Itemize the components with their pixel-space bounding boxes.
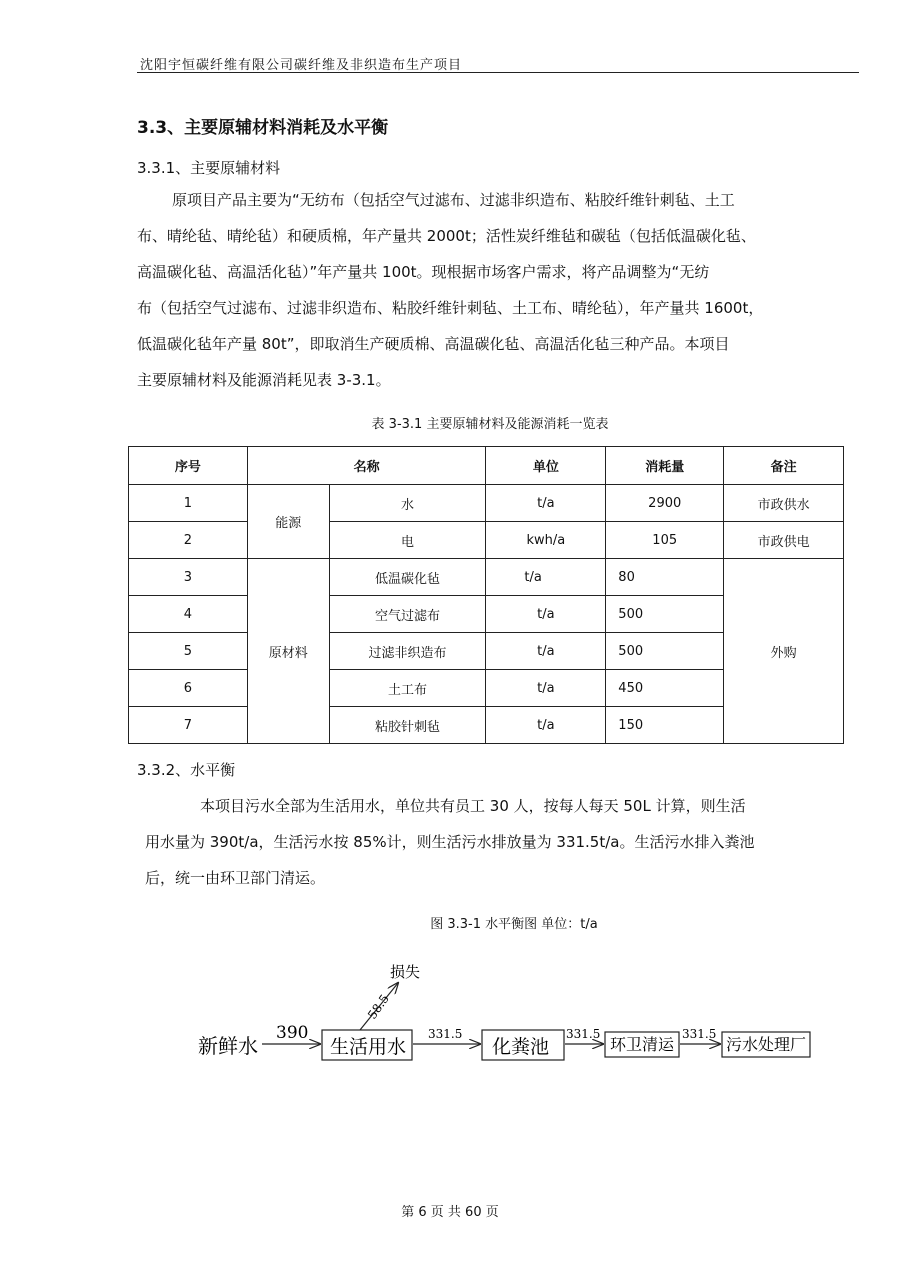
- table-caption: 表 3-3.1 主要原辅材料及能源消耗一览表: [371, 417, 609, 432]
- box-label: 环卫清运: [610, 1035, 675, 1054]
- cell-name: 水: [329, 485, 486, 522]
- cell-no: 7: [129, 707, 248, 744]
- source-label: 新鲜水: [198, 1034, 258, 1058]
- cell-unit: t/a: [486, 707, 606, 744]
- box-label: 污水处理厂: [726, 1035, 807, 1054]
- cell-no: 2: [129, 522, 248, 559]
- cell-name: 土工布: [329, 670, 486, 707]
- cell-name: 空气过滤布: [329, 596, 486, 633]
- cell-no: 3: [129, 559, 248, 596]
- subsection-title-water-balance: 3.3.2、水平衡: [137, 761, 236, 779]
- cell-qty: 105: [606, 522, 724, 559]
- paragraph-line: 高温碳化毡、高温活化毡）”年产量共 100t。现根据市场客户需求，将产品调整为“无纺: [137, 263, 710, 281]
- cell-note: 市政供水: [724, 485, 844, 522]
- cell-qty: 500: [606, 596, 724, 633]
- table-row: [129, 522, 844, 559]
- cell-no: 6: [129, 670, 248, 707]
- flow-value: 331.5: [428, 1027, 463, 1041]
- cell-unit: t/a: [486, 559, 606, 596]
- cell-name: 粘胶针刺毡: [329, 707, 486, 744]
- paragraph-line: 用水量为 390t/a，生活污水按 85%计，则生活污水排放量为 331.5t/a。生活污水排入粪池: [145, 833, 755, 851]
- cell-unit: t/a: [486, 670, 606, 707]
- section-title: 3.3、主要原辅材料消耗及水平衡: [137, 118, 389, 138]
- table-row: [129, 559, 844, 596]
- cell-unit: t/a: [486, 633, 606, 670]
- cell-note: 市政供电: [724, 522, 844, 559]
- materials-table: [128, 446, 844, 744]
- cell-qty: 450: [606, 670, 724, 707]
- paragraph-line: 本项目污水全部为生活用水，单位共有员工 30 人，按每人每天 50L 计算，则生活: [200, 797, 746, 815]
- cell-no: 1: [129, 485, 248, 522]
- loss-value: 58.5: [364, 991, 392, 1022]
- page-footer: 第 6 页 共 60 页: [401, 1205, 499, 1220]
- cell-note-merged: 外购: [724, 559, 844, 744]
- subsection-title-materials: 3.3.1、主要原辅材料: [137, 159, 281, 177]
- cell-name: 低温碳化毡: [329, 559, 486, 596]
- paragraph-line: 布、晴纶毡、晴纶毡）和硬质棉，年产量共 2000t；活性炭纤维毡和碳毡（包括低温碳化毡、: [137, 227, 756, 245]
- cell-no: 4: [129, 596, 248, 633]
- paragraph-line: 后，统一由环卫部门清运。: [145, 869, 326, 887]
- header-no: 序号: [129, 447, 248, 485]
- box-label: 生活用水: [330, 1036, 407, 1058]
- page-header: 沈阳宇恒碳纤维有限公司碳纤维及非织造布生产项目: [140, 58, 463, 73]
- paragraph-line: 布（包括空气过滤布、过滤非织造布、粘胶纤维针刺毡、土工布、晴纶毡），年产量共 1600t，: [137, 299, 764, 317]
- header-qty: 消耗量: [606, 447, 724, 485]
- flow-value: 331.5: [566, 1027, 601, 1041]
- table-header-row: [129, 447, 844, 485]
- cell-qty: 2900: [606, 485, 724, 522]
- cell-qty: 150: [606, 707, 724, 744]
- group-energy: 能源: [247, 485, 329, 559]
- header-divider: [137, 72, 859, 73]
- paragraph-line: 低温碳化毡年产量 80t”，即取消生产硬质棉、高温碳化毡、高温活化毡三种产品。本项目: [137, 335, 730, 353]
- in-value: 390: [276, 1023, 309, 1043]
- cell-unit: kwh/a: [486, 522, 606, 559]
- header-note: 备注: [724, 447, 844, 485]
- header-unit: 单位: [486, 447, 606, 485]
- cell-name: 过滤非织造布: [329, 633, 486, 670]
- flow-value: 331.5: [682, 1027, 717, 1041]
- cell-qty: 500: [606, 633, 724, 670]
- cell-name: 电: [329, 522, 486, 559]
- cell-no: 5: [129, 633, 248, 670]
- cell-unit: t/a: [486, 485, 606, 522]
- paragraph-line: 原项目产品主要为“无纺布（包括空气过滤布、过滤非织造布、粘胶纤维针刺毡、土工: [172, 191, 735, 209]
- figure-caption: 图 3.3-1 水平衡图 单位：t/a: [430, 917, 598, 932]
- group-raw-material: 原材料: [247, 559, 329, 744]
- header-name: 名称: [247, 447, 486, 485]
- cell-qty: 80: [606, 559, 724, 596]
- water-balance-diagram: [0, 950, 900, 1080]
- table-row: [129, 485, 844, 522]
- box-label: 化粪池: [492, 1036, 550, 1058]
- paragraph-line: 主要原辅材料及能源消耗见表 3-3.1。: [137, 371, 391, 389]
- loss-label: 损失: [390, 963, 421, 981]
- cell-unit: t/a: [486, 596, 606, 633]
